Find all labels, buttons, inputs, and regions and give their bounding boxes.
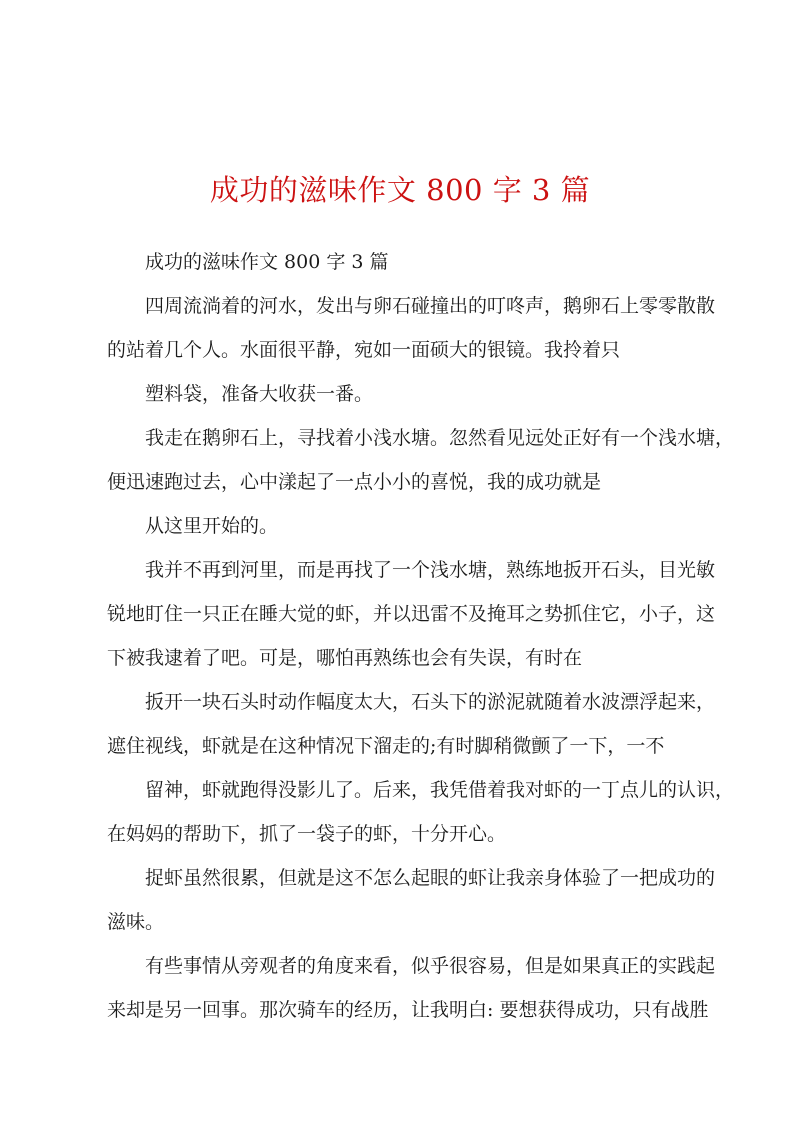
text-line: 有些事情从旁观者的角度来看，似乎很容易，但是如果真正的实践起 — [145, 955, 716, 977]
text-line: 四周流淌着的河水，发出与卵石碰撞出的叮咚声，鹅卵石上零零散散 — [145, 295, 716, 317]
text-line: 我并不再到河里，而是再找了一个浅水塘，熟练地扳开石头，目光敏 — [145, 559, 716, 581]
text-line: 下被我逮着了吧。可是，哪怕再熟练也会有失误，有时在 — [107, 647, 583, 669]
text-line: 从这里开始的。 — [145, 515, 279, 537]
text-line: 的站着几个人。水面很平静，宛如一面硕大的银镜。我拎着只 — [107, 339, 621, 361]
text-line: 滋味。 — [107, 911, 165, 933]
document-title: 成功的滋味作文 800 字 3 篇 — [209, 173, 591, 207]
text-line: 来却是另一回事。那次骑车的经历，让我明白: 要想获得成功，只有战胜 — [107, 999, 709, 1021]
text-line: 留神，虾就跑得没影儿了。后来，我凭借着我对虾的一丁点儿的认识， — [145, 779, 735, 801]
text-line: 便迅速跑过去，心中漾起了一点小小的喜悦，我的成功就是 — [107, 471, 602, 493]
text-line: 锐地盯住一只正在睡大觉的虾，并以迅雷不及掩耳之势抓住它，小子，这 — [107, 603, 716, 625]
text-line: 在妈妈的帮助下，抓了一袋子的虾，十分开心。 — [107, 823, 507, 845]
text-line: 我走在鹅卵石上，寻找着小浅水塘。忽然看见远处正好有一个浅水塘， — [145, 427, 735, 449]
text-line: 成功的滋味作文 800 字 3 篇 — [145, 251, 389, 273]
text-line: 扳开一块石头时动作幅度太大，石头下的淤泥就随着水波漂浮起来， — [145, 691, 716, 713]
text-line: 遮住视线，虾就是在这种情况下溜走的;有时脚稍微颤了一下，一不 — [107, 735, 665, 757]
text-line: 塑料袋，准备大收获一番。 — [145, 383, 374, 405]
document-body — [107, 240, 735, 1032]
text-line: 捉虾虽然很累，但就是这不怎么起眼的虾让我亲身体验了一把成功的 — [145, 867, 716, 889]
